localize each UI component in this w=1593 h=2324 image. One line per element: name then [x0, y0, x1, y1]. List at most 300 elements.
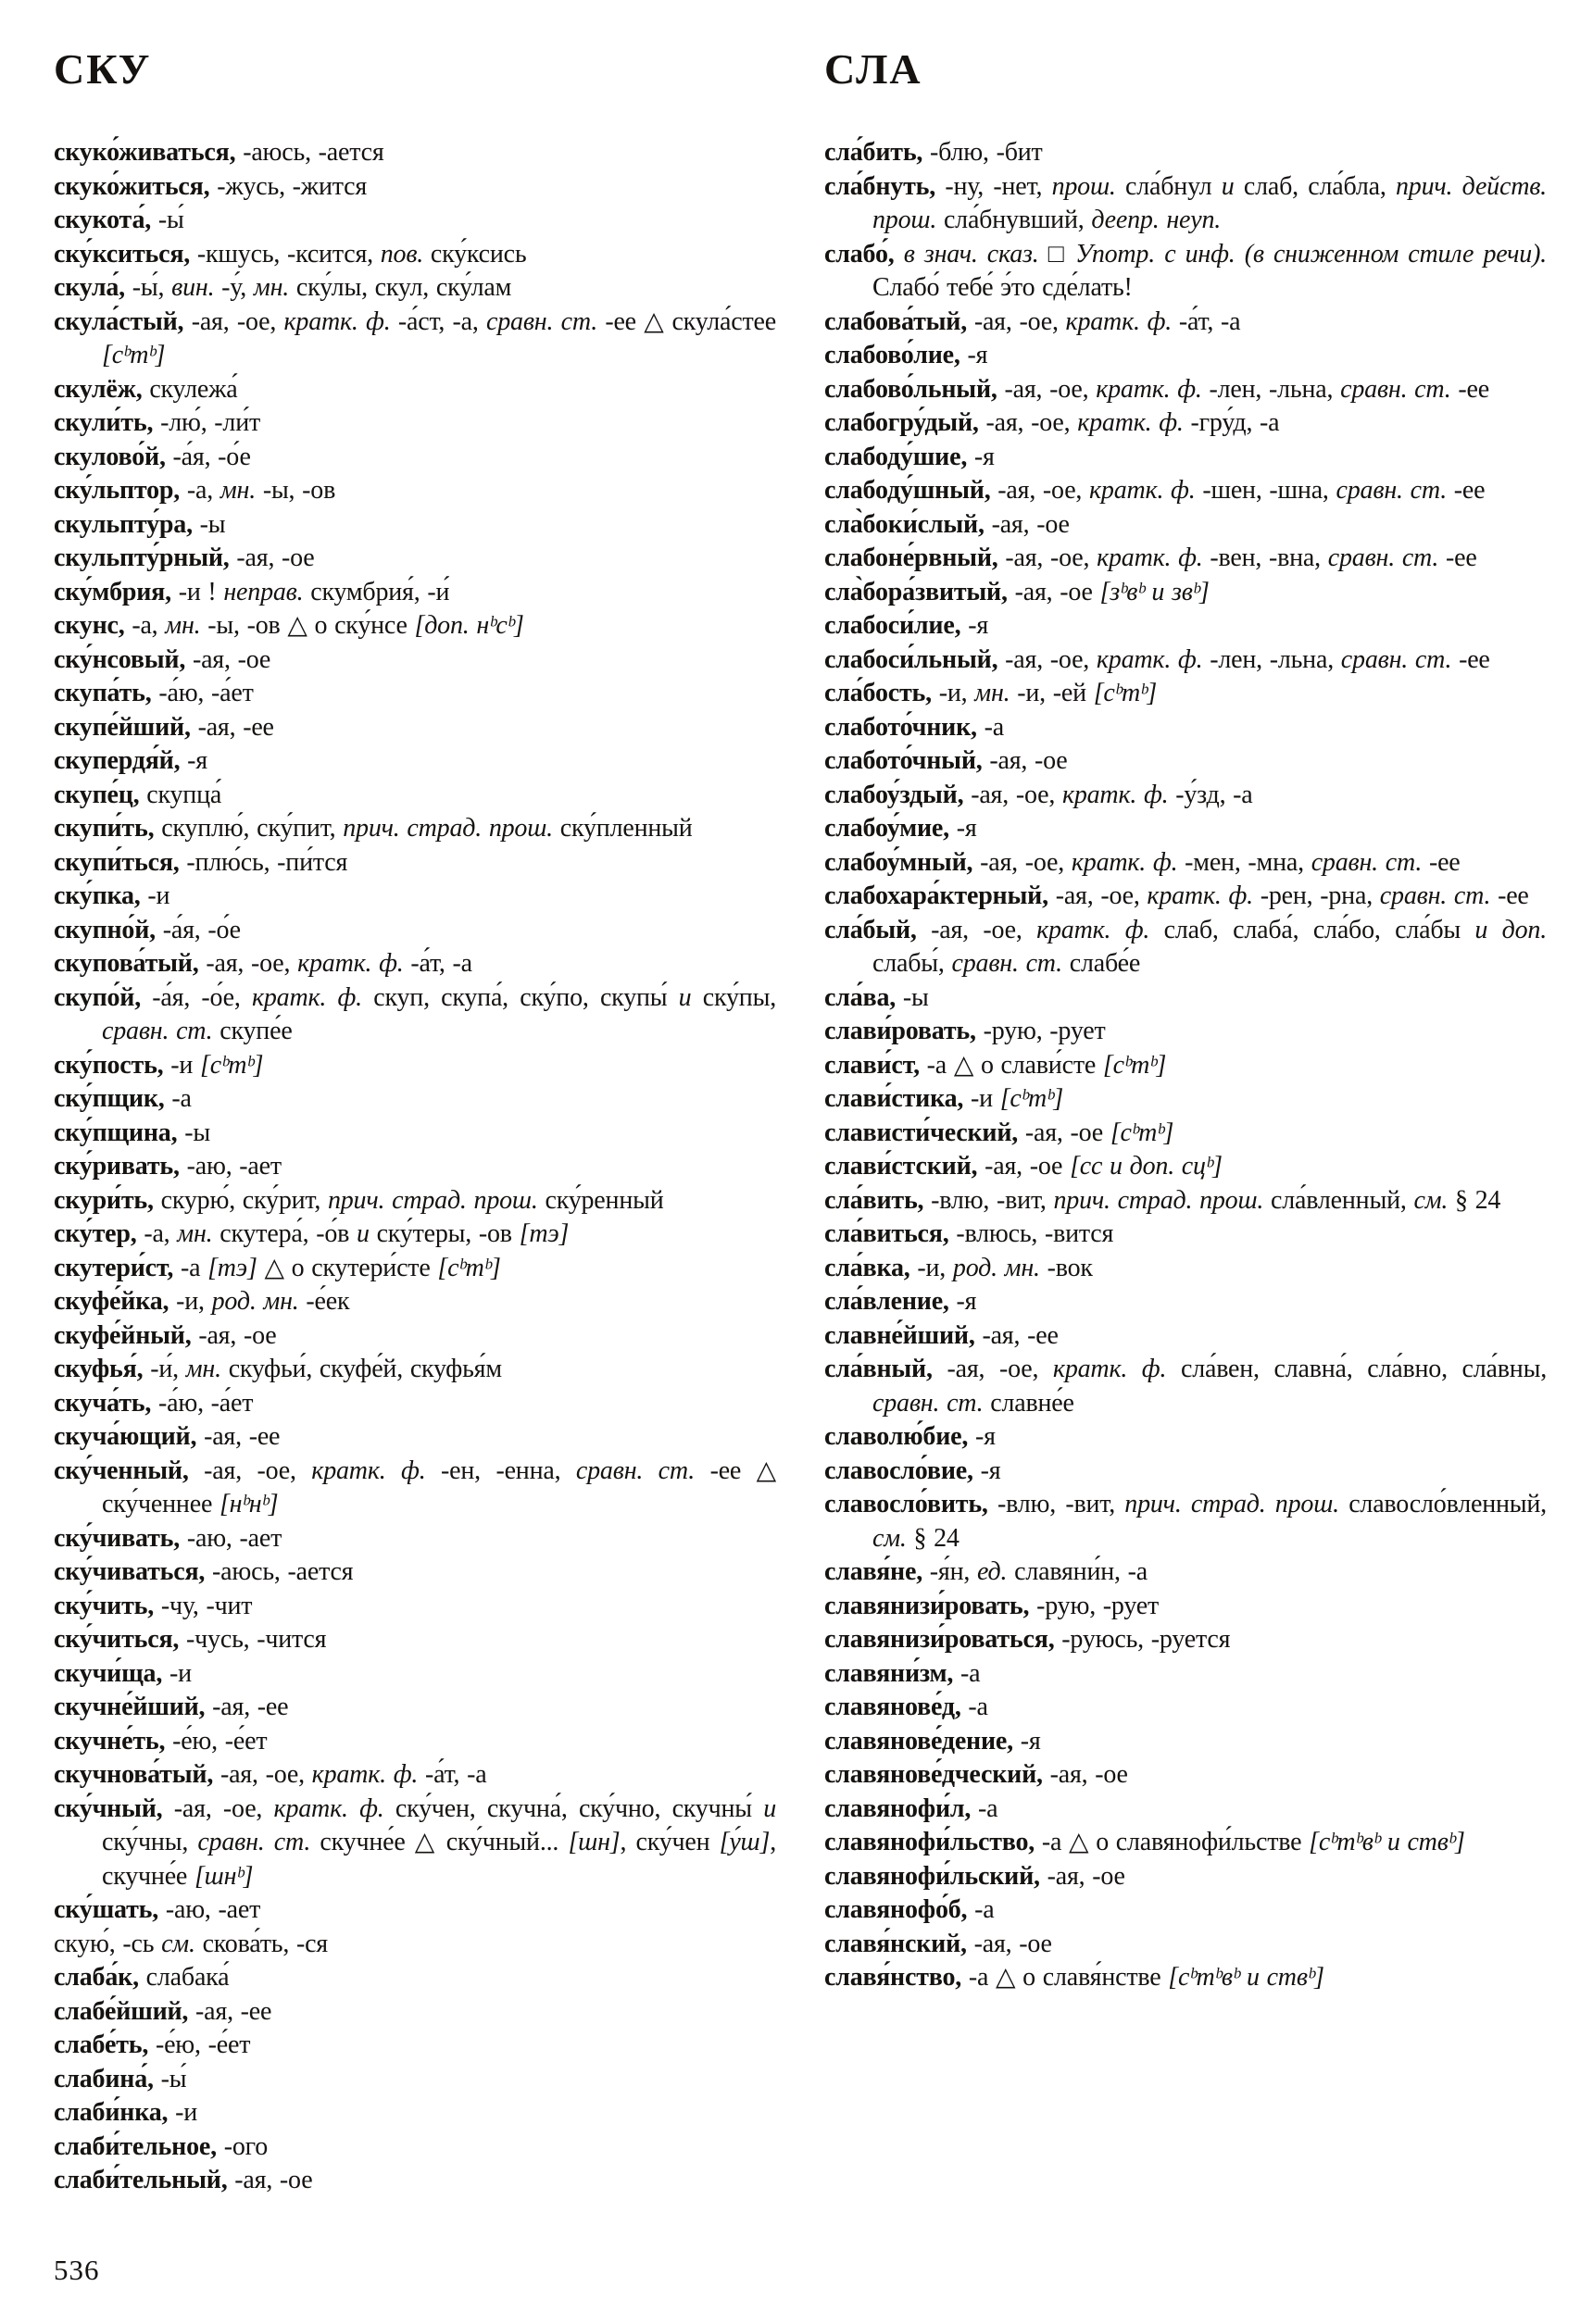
headword: скупова́тый,	[54, 949, 199, 978]
entry-text: -аюсь, -ается	[205, 1557, 354, 1586]
headword: сла́вка,	[824, 1253, 910, 1282]
column-left-entries	[54, 136, 776, 2198]
entry-text: скупе́е	[212, 1017, 293, 1045]
dictionary-entry	[824, 441, 1547, 475]
dictionary-entry	[824, 1893, 1547, 1928]
grammar-label: [шн]	[568, 1828, 621, 1856]
dictionary-entry	[824, 1758, 1547, 1793]
entry-text: слабе́е	[1061, 949, 1141, 978]
grammar-label: и	[763, 1793, 776, 1823]
headword: славяни́зм,	[824, 1658, 954, 1688]
headword: ску́читься,	[54, 1625, 180, 1654]
headword: скупи́ть,	[54, 814, 155, 843]
entry-text: -я	[1012, 1726, 1041, 1755]
grammar-label: сравн. ст.	[575, 1456, 696, 1485]
dictionary-entry	[824, 981, 1547, 1016]
headword: славосло́вить,	[824, 1490, 988, 1518]
grammar-label: сравн. ст.	[1336, 476, 1447, 505]
dictionary-entry	[54, 1319, 776, 1354]
headword: слависти́ческий,	[824, 1118, 1019, 1147]
entry-text: -ая, -ое	[984, 509, 1070, 539]
entry-text: ску́лы, скул, ску́лам	[289, 273, 512, 302]
entry-text: -гру́д, -а	[1183, 408, 1280, 437]
entry-text: , ску́чен	[620, 1828, 720, 1856]
dictionary-entry	[54, 711, 776, 745]
headword: слаба́к,	[54, 1963, 139, 1992]
headword: слабогру́дый,	[824, 408, 979, 437]
grammar-label: кратк. ф.	[1089, 476, 1196, 505]
entry-text: -ого	[216, 2131, 269, 2161]
headword: скупо́й,	[54, 982, 142, 1012]
entry-text: -рую, -рует	[975, 1017, 1106, 1045]
grammar-label: сравн. ст.	[102, 1017, 213, 1045]
entry-text: -ая, -ее	[188, 1996, 272, 2026]
dictionary-entry	[54, 2029, 776, 2063]
entry-text: скую́, -сь	[54, 1929, 162, 1958]
grammar-label: род. мн.	[211, 1287, 299, 1316]
entry-text: -ее	[1447, 476, 1486, 505]
grammar-label: [сᵇтᵇ]	[437, 1253, 501, 1282]
entry-text: -ая, -ое	[185, 644, 271, 674]
headword: слабото́чник,	[824, 712, 977, 742]
grammar-label: пов.	[380, 239, 424, 269]
headword: скульпту́ра,	[54, 509, 193, 539]
grammar-label: [сᵇтᵇ]	[1110, 1118, 1174, 1147]
headword: слабоси́лие,	[824, 611, 961, 640]
entry-text: △ о скутери́сте	[257, 1253, 438, 1282]
dictionary-entry	[824, 1015, 1547, 1049]
entry-text: -ая, -ее	[974, 1320, 1059, 1350]
grammar-label: [сᵇтᵇ]	[1102, 1050, 1167, 1080]
entry-text: -е́ю, -е́ет	[148, 2030, 251, 2059]
dictionary-entry	[824, 1691, 1547, 1725]
headword: ску́ченный,	[54, 1456, 189, 1485]
grammar-label: [сᵇтᵇ]	[102, 341, 166, 369]
grammar-label: и	[356, 1219, 370, 1248]
grammar-label: [сᵇтᵇвᵇ и ствᵇ]	[1309, 1828, 1465, 1856]
dictionary-entry	[54, 1995, 776, 2030]
headword: ску́пщина,	[54, 1118, 178, 1147]
headword: скуча́ющий,	[54, 1422, 197, 1451]
dictionary-entry	[54, 1285, 776, 1319]
entry-text: -вен, -вна,	[1202, 544, 1328, 572]
dictionary-entry	[824, 1826, 1547, 1860]
entry-text: слаб, слаба́, сла́бо, сла́бы	[1149, 915, 1475, 944]
headword: ску́мбрия,	[54, 577, 171, 606]
entry-text: ску́чен, скучна́, ску́чно, скучны́	[383, 1793, 764, 1823]
headword: сла́ва,	[824, 982, 897, 1012]
entry-text: -плю́сь, -пи́тся	[179, 847, 348, 877]
entry-text: -я	[948, 814, 977, 843]
headword: скупе́йший,	[54, 712, 191, 742]
entry-text: -ая, -ое,	[990, 476, 1090, 505]
dictionary-entry	[824, 914, 1547, 981]
entry-text: славосло́вленный,	[1338, 1490, 1547, 1518]
entry-text: -ая, -ее	[196, 1422, 281, 1451]
headword: славя́не,	[824, 1557, 922, 1586]
entry-text: -ее	[1422, 847, 1461, 877]
headword: славянизи́роваться,	[824, 1625, 1055, 1654]
entry-text: -а́т, -а	[1172, 306, 1241, 336]
entry-text: скурю́, ску́рит,	[153, 1185, 328, 1215]
dictionary-entry	[824, 1252, 1547, 1286]
dictionary-entry	[54, 1353, 776, 1387]
grammar-label: сравн. ст.	[951, 949, 1062, 978]
headword: скучи́ща,	[54, 1658, 163, 1688]
entry-text: -руюсь, -руется	[1054, 1625, 1231, 1654]
dictionary-entry	[824, 609, 1547, 643]
grammar-label: кратк. ф.	[1097, 544, 1203, 572]
headword: славянофи́л,	[824, 1793, 972, 1823]
dictionary-entry	[54, 306, 776, 373]
dictionary-entry	[824, 1793, 1547, 1827]
headword: слабе́йший,	[54, 1996, 189, 2026]
entry-text: -я	[972, 1456, 1001, 1485]
entry-text: -ее	[1490, 881, 1529, 910]
dictionary-entry	[824, 744, 1547, 779]
entry-text: скумбрия́, -и́	[303, 577, 450, 606]
dictionary-entry	[824, 1725, 1547, 1759]
headword: ску́льптор,	[54, 476, 181, 505]
dictionary-entry	[824, 474, 1547, 508]
headword: славосло́вие,	[824, 1456, 973, 1485]
dictionary-entry	[824, 1319, 1547, 1354]
dictionary-entry	[824, 306, 1547, 340]
entry-text: -рую, -рует	[1029, 1591, 1160, 1620]
grammar-label: [тэ]	[207, 1253, 257, 1282]
entry-text: -и	[140, 881, 170, 910]
entry-text: ску́ренный	[537, 1185, 664, 1215]
entry-text: сла́бнувший,	[936, 206, 1092, 234]
entry-text: -и	[162, 1658, 192, 1688]
dictionary-entry	[54, 1793, 776, 1894]
dictionary-entry	[54, 1522, 776, 1556]
dictionary-entry	[824, 1455, 1547, 1489]
entry-text: ску́теры, -ов	[369, 1219, 520, 1248]
headword: слабоду́шный,	[824, 476, 991, 505]
grammar-label: прич. страд. прош.	[1053, 1185, 1264, 1215]
entry-text: -ая, -ое	[1007, 577, 1100, 606]
grammar-label: мн.	[253, 273, 290, 302]
headword: слабоне́рвный,	[824, 544, 998, 572]
entry-text: -а́т, -а	[418, 1760, 487, 1789]
headword: сла̀бора́звитый,	[824, 577, 1008, 606]
headword: слаби́тельный,	[54, 2166, 228, 2194]
entry-text: -и,	[169, 1287, 212, 1316]
entry-text: -чу, -чит	[154, 1591, 253, 1620]
headword: слабе́ть,	[54, 2030, 149, 2059]
grammar-label: кратк. ф.	[1071, 847, 1178, 877]
entry-text: -а △ о славя́нстве	[961, 1963, 1169, 1992]
entry-text: -и,	[931, 679, 975, 707]
entry-text: -ен, -енна,	[425, 1456, 576, 1485]
entry-text: -а́ю, -а́ет	[151, 1388, 254, 1418]
grammar-label: деепр. неуп.	[1091, 206, 1222, 234]
grammar-label: кратк. ф.	[1061, 780, 1169, 809]
headword: ску́чиваться,	[54, 1557, 206, 1586]
grammar-label: [тэ]	[519, 1219, 570, 1248]
entry-text: скуп, скупа́, ску́по, скупы́	[361, 982, 679, 1012]
dictionary-entry	[824, 1657, 1547, 1692]
grammar-label: мн.	[165, 611, 201, 640]
entry-text: -я	[968, 1422, 996, 1451]
dictionary-entry	[54, 1218, 776, 1252]
entry-text: -влю, -вит,	[923, 1185, 1054, 1215]
grammar-label: кратк. ф.	[311, 1456, 426, 1485]
grammar-label: мн.	[974, 679, 1010, 707]
dictionary-entry	[824, 846, 1547, 881]
grammar-label: кратк. ф.	[1077, 408, 1184, 437]
headword: слабоу́мие,	[824, 814, 949, 843]
dictionary-entry	[824, 1928, 1547, 1962]
section-header-right: СЛА	[824, 45, 922, 93]
dictionary-entry	[824, 779, 1547, 813]
entry-text: -ая, -ое	[982, 746, 1068, 775]
entry-text: -кшусь, -ксится,	[190, 239, 381, 269]
entry-text: -ая, -ое	[1042, 1760, 1128, 1789]
dictionary-entry	[824, 170, 1547, 238]
entry-text: -а	[953, 1658, 981, 1688]
headword: скупа́ть,	[54, 679, 152, 707]
grammar-label: сравн. ст.	[1311, 847, 1423, 877]
grammar-label: мн.	[220, 476, 257, 505]
entry-text: -ая, -ое,	[916, 915, 1037, 944]
entry-text: -а	[173, 1253, 208, 1282]
dictionary-entry	[54, 1387, 776, 1421]
grammar-label: мн.	[185, 1355, 221, 1383]
grammar-label: [зᵇвᵇ и звᵇ]	[1099, 577, 1210, 606]
entry-text: скулежа́	[142, 374, 238, 404]
headword: слави́стика,	[824, 1084, 964, 1113]
entry-text: -а,	[124, 611, 166, 640]
headword: ску́пка,	[54, 881, 141, 910]
headword: сла́бнуть,	[824, 171, 936, 201]
entry-text: -ая, -ое,	[183, 306, 284, 336]
headword: ску́пость,	[54, 1050, 164, 1080]
headword: слави́стский,	[824, 1152, 978, 1181]
dictionary-entry	[54, 271, 776, 306]
dictionary-entry	[54, 1657, 776, 1692]
dictionary-entry	[54, 1455, 776, 1522]
headword: скула́,	[54, 273, 125, 302]
entry-text: слаб, сла́бла,	[1234, 171, 1396, 201]
dictionary-entry	[54, 406, 776, 441]
entry-text: -ая, -ое,	[188, 1456, 312, 1485]
grammar-label: прич. страд. прош.	[343, 814, 553, 843]
entry-text: -и,	[909, 1253, 953, 1282]
dictionary-entry	[54, 1590, 776, 1624]
grammar-label: ед.	[977, 1557, 1008, 1586]
grammar-label: прич. страд. прош.	[327, 1185, 538, 1215]
headword: скучне́ть,	[54, 1726, 166, 1755]
entry-text: -я	[960, 341, 988, 369]
dictionary-entry	[824, 1623, 1547, 1657]
entry-text: -и	[168, 2098, 198, 2127]
headword: скупе́ц,	[54, 780, 140, 809]
headword: скуко́житься,	[54, 171, 210, 201]
entry-text: -мен, -мна,	[1177, 847, 1311, 877]
headword: слабоу́мный,	[824, 847, 973, 877]
entry-text: славне́е	[983, 1388, 1074, 1418]
headword: скутери́ст,	[54, 1253, 174, 1282]
grammar-label: кратк. ф.	[1096, 644, 1203, 674]
grammar-label: [сс и доп. сцᵇ]	[1070, 1152, 1223, 1181]
grammar-label: см.	[161, 1929, 195, 1958]
grammar-label: сравн. ст.	[486, 306, 597, 336]
entry-text: ску́ксись	[423, 239, 527, 269]
entry-text: -ая, -ое	[977, 1152, 1071, 1181]
headword: славя́нство,	[824, 1963, 962, 1992]
section-header-left: СКУ	[54, 45, 152, 93]
entry-text: -а́ю, -а́ет	[151, 679, 254, 707]
dictionary-entry	[824, 880, 1547, 914]
dictionary-entry	[824, 1556, 1547, 1590]
entry-text: -е́ек	[298, 1287, 350, 1316]
dictionary-entry	[54, 914, 776, 948]
entry-text: славяни́н, -а	[1007, 1557, 1148, 1586]
headword: скуфе́йный,	[54, 1320, 192, 1350]
dictionary-entry	[54, 779, 776, 813]
entry-text: -ее	[1451, 644, 1490, 674]
two-column-layout	[54, 44, 1547, 2198]
entry-text: -и́,	[143, 1355, 186, 1383]
headword: ску́ривать,	[54, 1152, 180, 1181]
dictionary-entry	[54, 542, 776, 576]
headword: слабово́лие,	[824, 341, 960, 369]
headword: славя́нский,	[824, 1929, 967, 1958]
entry-text: скупца́	[139, 780, 222, 809]
dictionary-entry	[824, 1860, 1547, 1894]
dictionary-entry	[54, 1623, 776, 1657]
entry-text: -ая, -ое,	[932, 1355, 1053, 1383]
column-right-entries	[824, 136, 1547, 1995]
entry-text: -а,	[180, 476, 220, 505]
entry-text: -лю́, -ли́т	[153, 408, 261, 437]
headword: ску́тер,	[54, 1219, 137, 1248]
headword: славянофи́льский,	[824, 1861, 1040, 1891]
dictionary-entry	[824, 711, 1547, 745]
grammar-label: [сᵇтᵇ]	[200, 1050, 264, 1080]
entry-text: сла́вленный,	[1263, 1185, 1414, 1215]
entry-text: -а́ст, -а,	[390, 306, 486, 336]
grammar-label: сравн. ст.	[872, 1388, 984, 1418]
entry-text: -а	[967, 1895, 995, 1924]
dictionary-entry	[824, 1590, 1547, 1624]
headword: ску́кситься,	[54, 239, 191, 269]
dictionary-page	[54, 44, 1547, 2287]
headword: сла́бить,	[824, 138, 923, 167]
dictionary-entry	[824, 1488, 1547, 1556]
headword: ску́чить,	[54, 1591, 155, 1620]
headword: сла́вление,	[824, 1287, 949, 1316]
grammar-label: [сᵇтᵇвᵇ и ствᵇ]	[1168, 1963, 1324, 1992]
dictionary-entry	[54, 2096, 776, 2130]
grammar-label: [нᵇнᵇ]	[219, 1490, 279, 1518]
entry-text: -чусь, -чится	[179, 1625, 327, 1654]
dictionary-entry	[824, 339, 1547, 373]
entry-text: -ее △ скула́стее	[597, 306, 776, 336]
dictionary-entry	[824, 1117, 1547, 1151]
entry-text: -ее	[1450, 374, 1489, 404]
headword: слабина́,	[54, 2064, 154, 2093]
entry-text: -ы	[896, 982, 929, 1012]
headword: славне́йший,	[824, 1320, 975, 1350]
entry-text: -ее	[1438, 544, 1477, 572]
grammar-label: в знач. сказ.	[894, 239, 1039, 269]
entry-text: ску́чны,	[102, 1828, 198, 1856]
dictionary-entry	[54, 880, 776, 914]
entry-text: □	[1038, 239, 1075, 269]
entry-text: сла́бнул	[1115, 171, 1222, 201]
dictionary-entry	[54, 204, 776, 238]
entry-text: скова́ть, -ся	[194, 1929, 328, 1958]
headword: скучне́йший,	[54, 1693, 206, 1721]
entry-text: -ая, -ое,	[997, 644, 1097, 674]
headword: скукота́,	[54, 206, 152, 234]
grammar-label: Употр. с инф. (в сниженном стиле речи).	[1074, 239, 1547, 269]
dictionary-entry	[54, 576, 776, 610]
dictionary-entry	[824, 238, 1547, 306]
entry-text: скучне́е △ ску́чный...	[310, 1828, 569, 1856]
headword: скучнова́тый,	[54, 1760, 214, 1789]
dictionary-entry	[54, 1691, 776, 1725]
grammar-label: и	[678, 982, 692, 1012]
entry-text: скутера́, -о́в	[212, 1219, 357, 1248]
entry-text: -а	[960, 1693, 988, 1721]
entry-text: -а △ о слави́сте	[919, 1050, 1103, 1080]
entry-text: -и, -ей	[1010, 679, 1094, 707]
grammar-label: кратк. ф.	[1065, 306, 1173, 336]
entry-text: -я	[967, 442, 995, 471]
dictionary-entry	[54, 1556, 776, 1590]
entry-text: -ы	[177, 1118, 210, 1147]
headword: ску́чный,	[54, 1793, 163, 1823]
dictionary-entry	[824, 576, 1547, 610]
headword: сла́бый,	[824, 915, 917, 944]
entry-text: -ы́	[153, 2064, 187, 2093]
headword: слабо́,	[824, 239, 895, 269]
dictionary-entry	[824, 812, 1547, 846]
entry-text: -ы	[192, 509, 226, 539]
entry-text: скуплю́, ску́пит,	[154, 814, 344, 843]
entry-text: -ая, -ое,	[198, 949, 298, 978]
headword: слабохара́ктерный,	[824, 881, 1048, 910]
dictionary-entry	[54, 2164, 776, 2198]
dictionary-entry	[54, 373, 776, 407]
headword: славянизи́ровать,	[824, 1591, 1030, 1620]
dictionary-entry	[824, 643, 1547, 678]
grammar-label: сравн. ст.	[1379, 881, 1491, 910]
entry-text: -аю, -ает	[180, 1523, 282, 1553]
headword: скуфе́йка,	[54, 1287, 169, 1316]
grammar-label: кратк. ф.	[297, 949, 404, 978]
headword: сла́вить,	[824, 1185, 924, 1215]
entry-text: -ая, -ое,	[963, 780, 1062, 809]
entry-text: -ая, -ое,	[213, 1760, 312, 1789]
grammar-label: и	[1221, 171, 1235, 201]
entry-text: -ая, -ее	[205, 1693, 289, 1721]
grammar-label: и доп.	[1474, 915, 1547, 944]
headword: скунс,	[54, 611, 125, 640]
dictionary-entry	[54, 508, 776, 543]
headword: слабоду́шие,	[824, 442, 968, 471]
grammar-label: кратк. ф.	[1036, 915, 1150, 944]
entry-text: -ы́	[151, 206, 184, 234]
dictionary-entry	[54, 981, 776, 1049]
grammar-label: см.	[1413, 1185, 1449, 1215]
entry-text: , скучне́е	[102, 1828, 776, 1891]
headword: ску́пщик,	[54, 1084, 165, 1113]
